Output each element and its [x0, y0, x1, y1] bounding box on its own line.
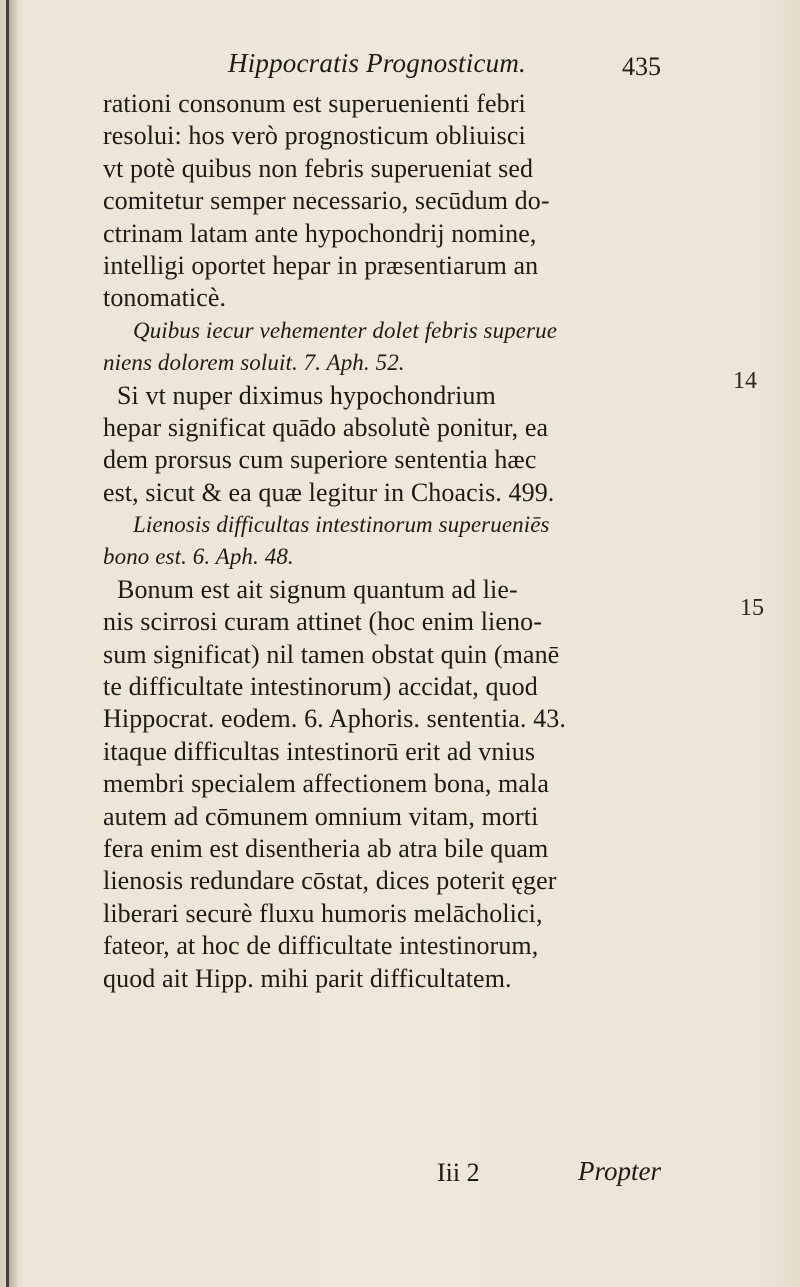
text-line: membri specialem affectionem bona, mala — [103, 769, 549, 799]
text-line: comitetur semper necessario, secūdum do- — [103, 186, 550, 216]
gutter-shadow — [9, 0, 19, 1287]
text-line: te difficultate intestinorum) accidat, quod — [103, 672, 538, 702]
text-line: fera enim est disentheria ab atra bile quam — [103, 833, 549, 863]
running-title: Hippocratis Prognosticum. — [228, 48, 526, 78]
text-line: sum significat) nil tamen obstat quin (manē — [103, 639, 560, 669]
text-line: nis scirrosi curam attinet (hoc enim lieno- — [103, 607, 542, 637]
body-text — [103, 88, 683, 995]
page-number: 435 — [622, 52, 661, 81]
text-line: hepar significat quādo absolutè ponitur, ea — [103, 412, 549, 442]
text-line: Hippocrat. eodem. 6. Aphoris. sententia. 43. — [103, 704, 566, 734]
text-line: intelligi oportet hepar in præsentiarum an — [103, 250, 539, 280]
text-line: autem ad cōmunem omnium vitam, morti — [103, 801, 539, 831]
text-line: dem prorsus cum superiore sententia hæc — [103, 445, 537, 475]
signature-mark: Iii 2 — [437, 1158, 480, 1187]
text-line: ctrinam latam ante hypochondrij nomine, — [103, 218, 537, 248]
text-line: niens dolorem soluit. 7. Aph. 52. — [103, 350, 405, 376]
text-line: Quibus iecur vehementer dolet febris superue — [133, 317, 558, 343]
text-line: Bonum est ait signum quantum ad lie- — [117, 574, 518, 604]
catchword: Propter — [578, 1156, 661, 1186]
text-line: lienosis redundare cōstat, dices poterit ęger — [103, 866, 557, 896]
text-line: est, sicut & ea quæ legitur in Choacis. 499. — [103, 477, 555, 507]
page-header — [0, 44, 800, 84]
text-line: fateor, at hoc de difficultate intestinorum, — [103, 931, 539, 961]
margin-note-15: 15 — [740, 595, 764, 621]
text-line: resolui: hos verò prognosticum obliuisci — [103, 121, 526, 151]
text-line: tonomaticè. — [103, 283, 227, 313]
text-line: Si vt nuper diximus hypochondrium — [117, 380, 496, 410]
text-line: Lienosis difficultas intestinorum superueniēs — [133, 512, 550, 538]
text-line: liberari securè fluxu humoris melācholici, — [103, 898, 543, 928]
text-line: rationi consonum est superuenienti febri — [103, 89, 526, 118]
text-line: quod ait Hipp. mihi parit difficultatem. — [103, 963, 512, 993]
text-line: bono est. 6. Aph. 48. — [103, 544, 294, 570]
text-line: vt potè quibus non febris superueniat sed — [103, 153, 534, 183]
text-line: itaque difficultas intestinorū erit ad vnius — [103, 736, 536, 766]
page-footer — [0, 1152, 800, 1192]
margin-note-14: 14 — [733, 368, 757, 394]
